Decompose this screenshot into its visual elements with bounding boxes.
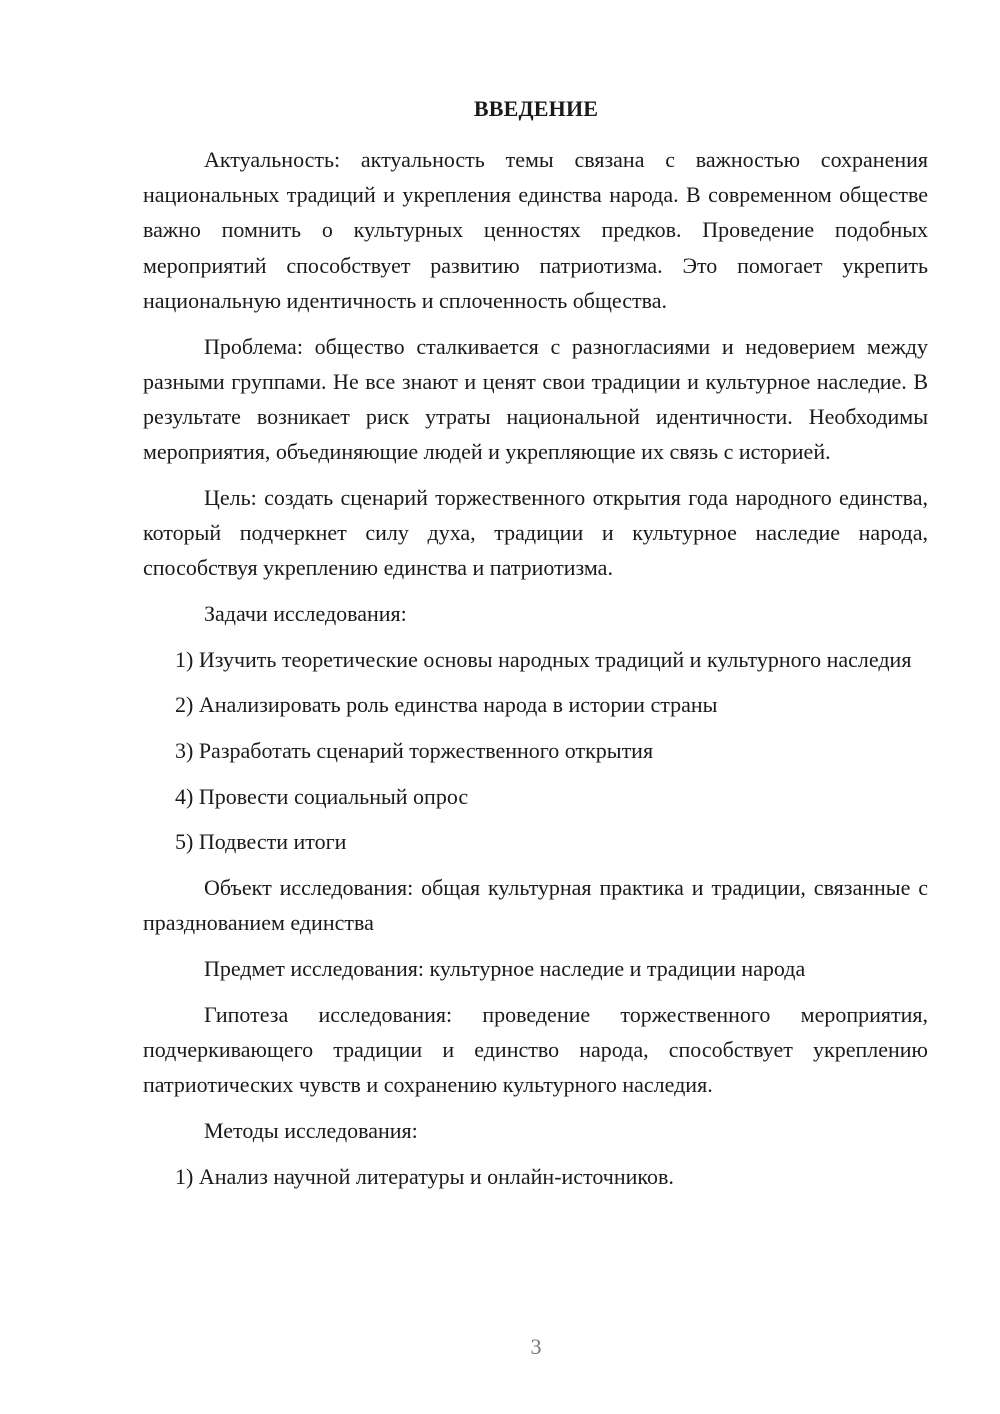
task-item-4: 4) Провести социальный опрос [175,783,469,809]
method-item-1: 1) Анализ научной литературы и онлайн-источников. [175,1163,674,1189]
task-item-1: 1) Изучить теоретические основы народных традиций и культурного наследия [175,646,912,672]
tasks-heading: Задачи исследования: [204,600,407,626]
paragraph-subject: Предмет исследования: культурное наследие и традиции народа [204,956,806,982]
task-item-2: 2) Анализировать роль единства народа в истории страны [175,692,718,718]
task-item-5: 5) Подвести итоги [175,829,347,855]
page-number: 3 [530,1334,542,1359]
paragraph-relevance: Актуальность: актуальность темы связана с важностью сохранения национальных традиций и укрепления единства народа. В современном обществе важно помнить о культурных ценностях предков. Проведение подобных мероприятий способствует развитию патриотизма. Это помогает укрепить национальную идентичность и сплоченность общества. [143,147,928,313]
paragraph-object: Объект исследования: общая культурная практика и традиции, связанные с празднованием единства [143,875,928,936]
paragraph-goal: Цель: создать сценарий торжественного открытия года народного единства, который подчеркнет силу духа, традиции и культурное наследие народа, способствуя укреплению единства и патриотизма. [143,484,928,581]
paragraph-hypothesis: Гипотеза исследования: проведение торжественного мероприятия, подчеркивающего традиции и единство народа, способствует укреплению патриотических чувств и сохранению культурного наследия. [143,1001,928,1098]
section-heading: ВВЕДЕНИЕ [473,96,599,121]
methods-heading: Методы исследования: [204,1117,418,1143]
task-item-3: 3) Разработать сценарий торжественного открытия [175,738,654,764]
document-body [143,142,928,1204]
paragraph-problem: Проблема: общество сталкивается с разногласиями и недоверием между разными группами. Не все знают и ценят свои традиции и культурное наследие. В результате возникает риск утраты национальной идентичности. Необходимы мероприятия, объединяющие людей и укрепляющие их связь с историей. [143,333,928,465]
